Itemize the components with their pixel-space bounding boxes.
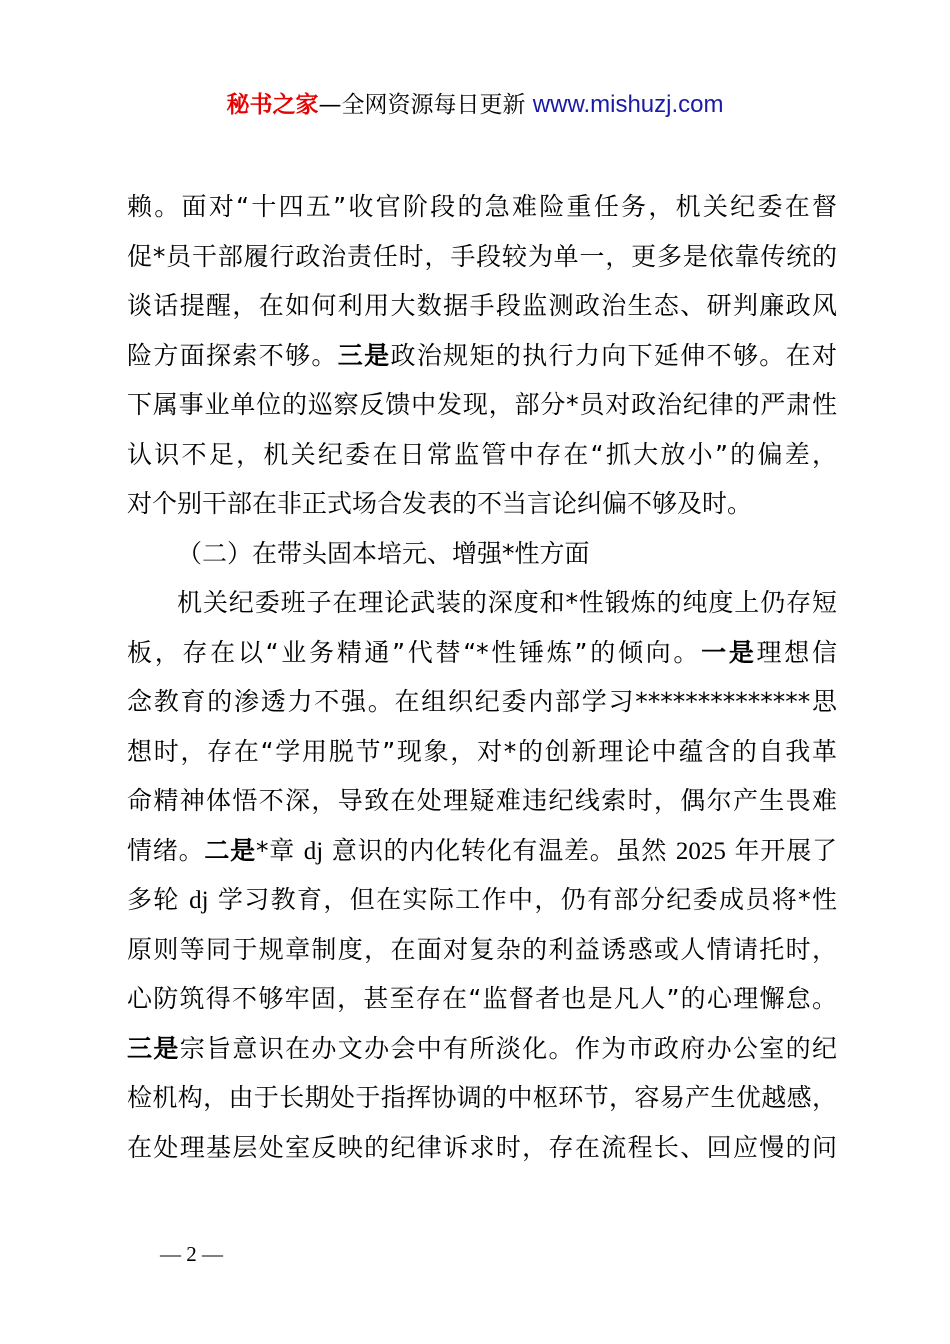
bold-marker: 二是	[204, 835, 256, 865]
text-line: 认识不足，机关纪委在日常监管中存在“抓大放小”的偏差，	[127, 439, 837, 469]
text-line: 心防筑得不够牢固，甚至存在“监督者也是凡人”的心理懈怠。	[127, 984, 837, 1013]
text-line: 对个别干部在非正式场合发表的不当言论纠偏不够及时。	[127, 489, 753, 518]
page-number: — 2 —	[160, 1242, 223, 1266]
text-run: 学习教育，但在实际工作中，仍有部分纪委成员将*性	[208, 885, 837, 914]
text-run: 险方面探索不够。	[127, 340, 338, 370]
text-run: 意识的内化转化有温差。虽然	[323, 835, 676, 865]
text-run: 宗旨意识在办文办会中有所淡化。作为市政府办公室的纪	[179, 1033, 837, 1063]
text-run: 理想信	[756, 637, 837, 667]
section-heading: （二）在带头固本培元、增强*性方面	[177, 538, 590, 568]
latin-run: dj	[303, 837, 324, 865]
text-line	[127, 628, 837, 678]
text-line	[127, 1024, 837, 1074]
text-run: 情绪。	[127, 835, 205, 865]
brand-name: 秘书之家	[226, 92, 319, 118]
text-line	[127, 875, 837, 925]
text-run: 板，存在以“业务精通”代替“*性锤炼”的倾向。	[127, 637, 702, 667]
text-line	[127, 331, 837, 381]
website-link[interactable]: www.mishuzj.com	[532, 91, 724, 118]
latin-run: dj	[189, 887, 209, 914]
bold-marker: 三是	[337, 340, 391, 370]
bold-marker: 三是	[127, 1033, 180, 1063]
text-line: 下属事业单位的巡察反馈中发现，部分*员对政治纪律的严肃性	[127, 390, 837, 419]
page-header	[0, 88, 950, 122]
text-line: 谈话提醒，在如何利用大数据手段监测政治生态、研判廉政风	[127, 291, 837, 320]
text-run: 多轮	[127, 885, 190, 914]
text-line: 赖。面对“十四五”收官阶段的急难险重任务，机关纪委在督	[127, 192, 837, 221]
bold-marker: 一是	[701, 637, 757, 667]
text-line: 机关纪委班子在理论武装的深度和*性锻炼的纯度上仍存短	[177, 588, 837, 617]
text-line: 促*员干部履行政治责任时，手段较为单一，更多是依靠传统的	[127, 241, 837, 271]
text-line	[127, 826, 837, 876]
text-run: 年开展了	[725, 835, 837, 865]
text-line: 想时，存在“学用脱节”现象，对*的创新理论中蕴含的自我革	[127, 736, 837, 766]
document-body	[127, 182, 837, 1172]
text-run: *章	[255, 835, 304, 865]
text-run: 政治规矩的执行力向下延伸不够。在对	[390, 340, 837, 370]
text-line: 念教育的渗透力不强。在组织纪委内部学习**************思	[127, 687, 837, 716]
text-line: 原则等同于规章制度，在面对复杂的利益诱惑或人情请托时，	[127, 934, 837, 964]
text-line: 在处理基层处室反映的纪律诉求时，存在流程长、回应慢的问	[127, 1132, 837, 1162]
text-line: 命精神体悟不深，导致在处理疑难违纪线索时，偶尔产生畏难	[127, 786, 837, 815]
header-tagline: —全网资源每日更新	[318, 92, 526, 118]
latin-run: 2025	[675, 837, 726, 865]
text-line: 检机构，由于长期处于指挥协调的中枢环节，容易产生优越感，	[127, 1083, 837, 1112]
